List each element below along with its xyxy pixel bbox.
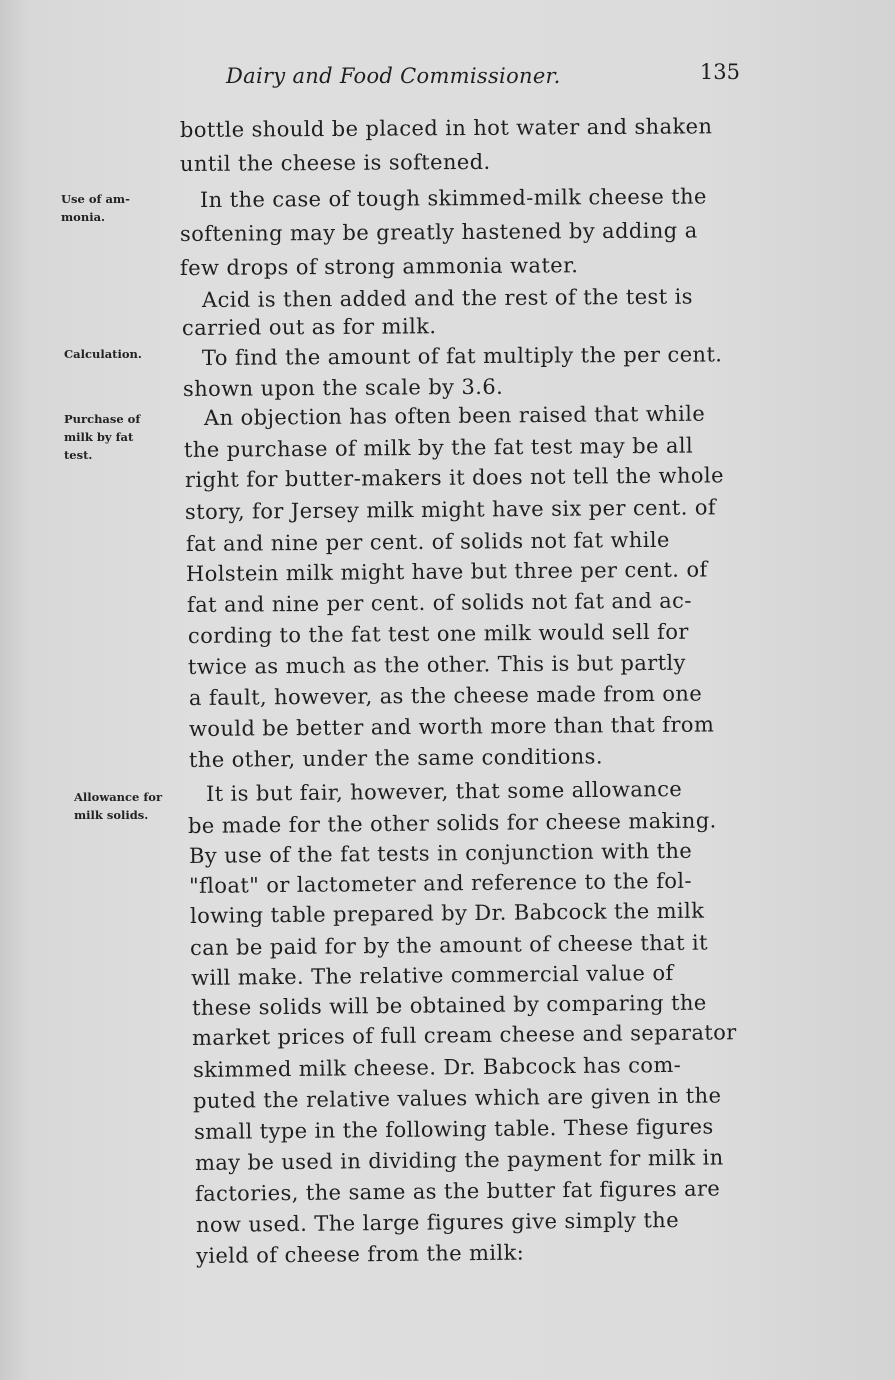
text-line: would be better and worth more than that from	[188, 712, 715, 741]
text-line: may be used in dividing the payment for milk in	[194, 1145, 724, 1175]
text-line: now used. The large figures give simply the	[195, 1207, 680, 1237]
text-line: puted the relative values which are given in the	[192, 1083, 722, 1113]
text-line: fat and nine per cent. of solids not fat while	[185, 527, 670, 556]
text-line: carried out as for milk.	[181, 314, 437, 340]
text-line: yield of cheese from the milk:	[195, 1240, 525, 1268]
text-line: By use of the fat tests in conjunction with the	[188, 838, 693, 868]
margin-note-line: milk by fat	[64, 430, 134, 444]
page-header	[180, 60, 740, 100]
margin-note-line: Allowance for	[74, 790, 163, 804]
text-line: To find the amount of fat multiply the per cent.	[201, 342, 723, 370]
text-line: the other, under the same conditions.	[188, 744, 603, 772]
text-line: cording to the fat test one milk would sell for	[187, 619, 689, 648]
text-line: market prices of full cream cheese and separator	[191, 1020, 737, 1050]
margin-note-line: Use of am-	[61, 192, 130, 206]
text-line: right for butter-makers it does not tell the whole	[184, 463, 724, 492]
text-line: bottle should be placed in hot water and shaken	[179, 114, 713, 142]
text-line: shown upon the scale by 3.6.	[182, 374, 504, 401]
margin-note-line: test.	[64, 448, 93, 462]
text-line: factories, the same as the butter fat figures are	[194, 1176, 721, 1206]
text-line: "float" or lactometer and reference to the fol-	[188, 868, 693, 898]
text-line: It is but fair, however, that some allowance	[205, 777, 683, 806]
margin-note-purchase-of-milk	[64, 410, 182, 464]
text-line: An objection has often been raised that while	[203, 401, 706, 430]
text-line: until the cheese is softened.	[179, 149, 491, 176]
margin-note-line: Calculation.	[64, 347, 142, 361]
text-line: the purchase of milk by the fat test may be all	[183, 433, 694, 462]
text-line: Acid is then added and the rest of the test is	[201, 284, 693, 312]
text-line: these solids will be obtained by comparing the	[191, 990, 707, 1020]
text-line: twice as much as the other. This is but partly	[187, 650, 686, 679]
text-line: story, for Jersey milk might have six per cent. of	[184, 495, 717, 524]
margin-note-allowance-for-milk-solids	[74, 788, 192, 824]
margin-note-line: monia.	[61, 210, 106, 224]
text-line: fat and nine per cent. of solids not fat and ac-	[186, 588, 692, 617]
text-line: will make. The relative commercial value of	[190, 960, 674, 990]
text-line: lowing table prepared by Dr. Babcock the milk	[189, 898, 705, 928]
text-line: small type in the following table. These figures	[193, 1114, 714, 1144]
text-line: In the case of tough skimmed-milk cheese the	[199, 184, 707, 212]
text-line: few drops of strong ammonia water.	[179, 253, 579, 280]
text-line: can be paid for by the amount of cheese that it	[189, 930, 709, 960]
page-number: 135	[699, 60, 740, 84]
text-line: Holstein milk might have but three per cent. of	[185, 557, 708, 586]
margin-note-calculation	[64, 345, 182, 363]
text-line: skimmed milk cheese. Dr. Babcock has com-	[192, 1052, 682, 1082]
margin-note-line: Purchase of	[64, 412, 141, 426]
margin-note-use-of-ammonia	[61, 190, 179, 226]
margin-note-line: milk solids.	[74, 808, 149, 822]
text-line: be made for the other solids for cheese making.	[187, 808, 717, 838]
text-line: a fault, however, as the cheese made from one	[188, 681, 703, 710]
text-line: softening may be greatly hastened by adding a	[179, 218, 698, 246]
running-title: Dairy and Food Commissioner.	[226, 64, 561, 88]
